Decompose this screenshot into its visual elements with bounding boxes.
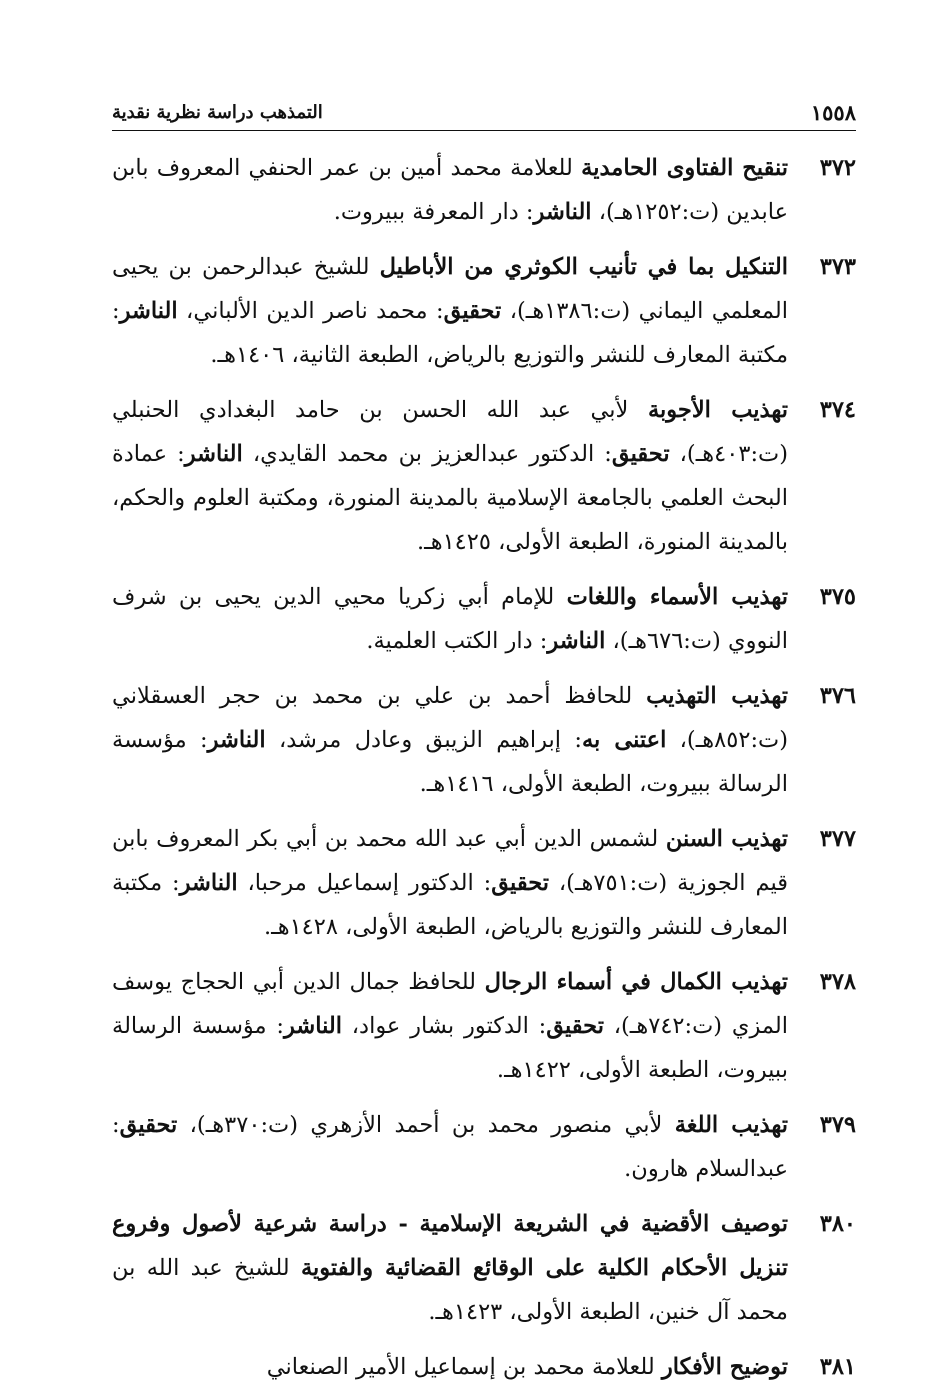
editor-label: تحقيق	[491, 870, 549, 896]
bibliography-entry	[112, 1345, 856, 1389]
publisher-label: الناشر	[207, 727, 266, 753]
entry-number: ٣٧٨	[819, 969, 856, 995]
entry-number: ٣٧٥	[819, 584, 856, 610]
entry-text	[112, 1202, 788, 1334]
entry-editor: : إبراهيم الزيبق وعادل مرشد،	[265, 727, 582, 753]
entry-author: لشمس الدين أبي عبد الله محمد بن أبي بكر المعروف بابن قيم الجوزية (ت:٧٥١هـ)،	[112, 826, 788, 896]
entry-title: توصيف الأقضية في الشريعة الإسلامية - دراسة شرعية لأصول وفروع تنزيل الأحكام الكلية على الوقائع القضائية والفتوية	[112, 1211, 788, 1281]
editor-label: تحقيق	[119, 1112, 178, 1138]
publisher-label: الناشر	[179, 870, 238, 896]
entry-number: ٣٨٠	[819, 1211, 856, 1237]
entry-text	[112, 1103, 788, 1191]
entry-rest: : مكتبة المعارف للنشر والتوزيع بالرياض، الطبعة الثانية، ١٤٠٦هـ.	[112, 298, 788, 368]
entry-title: تهذيب الأسماء واللغات	[566, 584, 788, 610]
entry-number: ٣٧٩	[819, 1112, 856, 1138]
publisher-label: الناشر	[184, 441, 243, 467]
entry-title: تهذيب اللغة	[674, 1112, 789, 1138]
bibliography-entry	[112, 388, 856, 564]
entry-author: للعلامة محمد بن إسماعيل الأمير الصنعاني	[266, 1354, 655, 1380]
bibliography-entry	[112, 245, 856, 377]
entry-author: للحافظ جمال الدين أبي الحجاج يوسف المزي (ت:٧٤٢هـ)،	[112, 969, 788, 1039]
publisher-label: الناشر	[119, 298, 178, 324]
entry-author: للشيخ عبد الله بن محمد آل خنين، الطبعة الأولى، ١٤٢٣هـ.	[112, 1255, 788, 1325]
entry-title: تهذيب السنن	[665, 826, 789, 852]
entry-number: ٣٧٣	[819, 254, 856, 280]
entry-number: ٣٧٢	[819, 155, 856, 181]
page-header	[112, 96, 856, 131]
bibliography-entry	[112, 960, 856, 1092]
bibliography-entry	[112, 817, 856, 949]
entry-rest: : عمادة البحث العلمي بالجامعة الإسلامية بالمدينة المنورة، ومكتبة العلوم والحكم، بالمدينة المنورة، الطبعة الأولى، ١٤٢٥هـ.	[112, 441, 788, 555]
entry-author: للشيخ عبدالرحمن بن يحيى المعلمي اليماني (ت:١٣٨٦هـ)،	[112, 254, 788, 324]
publisher-label: الناشر	[533, 199, 592, 225]
editor-label: تحقيق	[546, 1013, 604, 1039]
entry-editor: : الدكتور عبدالعزيز بن محمد القايدي،	[242, 441, 612, 467]
entry-text	[112, 245, 788, 377]
entry-rest: : دار الكتب العلمية.	[366, 628, 548, 654]
bibliography-entry	[112, 146, 856, 234]
entry-rest: : مؤسسة الرسالة ببيروت، الطبعة الأولى، ١٤٢٢هـ.	[112, 1013, 788, 1083]
entry-text	[112, 1345, 788, 1389]
entry-number: ٣٧٦	[819, 683, 856, 709]
bibliography-entry	[112, 674, 856, 806]
running-title: التمذهب دراسة نظرية نقدية	[112, 102, 323, 123]
entry-text	[112, 674, 788, 806]
entry-author: للإمام أبي زكريا محيي الدين يحيى بن شرف النووي (ت:٦٧٦هـ)،	[112, 584, 788, 654]
editor-label: تحقيق	[443, 298, 502, 324]
entry-rest: : دار المعرفة ببيروت.	[333, 199, 534, 225]
entry-text	[112, 960, 788, 1092]
editor-label: اعتنى به	[581, 727, 667, 753]
entry-number: ٣٧٧	[819, 826, 856, 852]
publisher-label: الناشر	[547, 628, 606, 654]
entry-rest: : مكتبة المعارف للنشر والتوزيع بالرياض، الطبعة الأولى، ١٤٢٨هـ.	[112, 870, 788, 940]
entry-text	[112, 817, 788, 949]
entry-rest: : مؤسسة الرسالة ببيروت، الطبعة الأولى، ١٤١٦هـ.	[112, 727, 788, 797]
entry-title: توضيح الأفكار	[661, 1354, 788, 1380]
entry-editor: : عبدالسلام هارون.	[112, 1112, 788, 1182]
entry-title: تنقيح الفتاوى الحامدية	[581, 155, 788, 181]
entry-editor: : الدكتور بشار عواد،	[342, 1013, 547, 1039]
entry-title: تهذيب الأجوبة	[647, 397, 789, 423]
entry-text	[112, 575, 788, 663]
editor-label: تحقيق	[611, 441, 670, 467]
bibliography-entry	[112, 1103, 856, 1191]
entry-author: لأبي عبد الله الحسن بن حامد البغدادي الحنبلي (ت:٤٠٣هـ)،	[112, 397, 788, 467]
entry-title: تهذيب الكمال في أسماء الرجال	[484, 969, 788, 995]
entry-author: للعلامة محمد أمين بن عمر الحنفي المعروف بابن عابدين (ت:١٢٥٢هـ)،	[112, 155, 788, 225]
entry-author: لأبي منصور محمد بن أحمد الأزهري (ت:٣٧٠هـ)،	[177, 1112, 663, 1138]
entry-title: تهذيب التهذيب	[646, 683, 788, 709]
entry-title: التنكيل بما في تأنيب الكوثري من الأباطيل	[379, 254, 788, 280]
entry-editor: : الدكتور إسماعيل مرحبا،	[237, 870, 492, 896]
bibliography-entry	[112, 1202, 856, 1334]
entry-author: للحافظ أحمد بن علي بن محمد بن حجر العسقلاني (ت:٨٥٢هـ)،	[112, 683, 788, 753]
page-number: ١٥٥٨	[810, 100, 856, 125]
entry-number: ٣٨١	[819, 1354, 856, 1380]
bibliography-entry	[112, 575, 856, 663]
entry-number: ٣٧٤	[819, 397, 856, 423]
entry-text	[112, 388, 788, 564]
entry-text	[112, 146, 788, 234]
entry-editor: : محمد ناصر الدين الألباني،	[177, 298, 444, 324]
publisher-label: الناشر	[283, 1013, 342, 1039]
bibliography-list	[112, 146, 856, 1400]
